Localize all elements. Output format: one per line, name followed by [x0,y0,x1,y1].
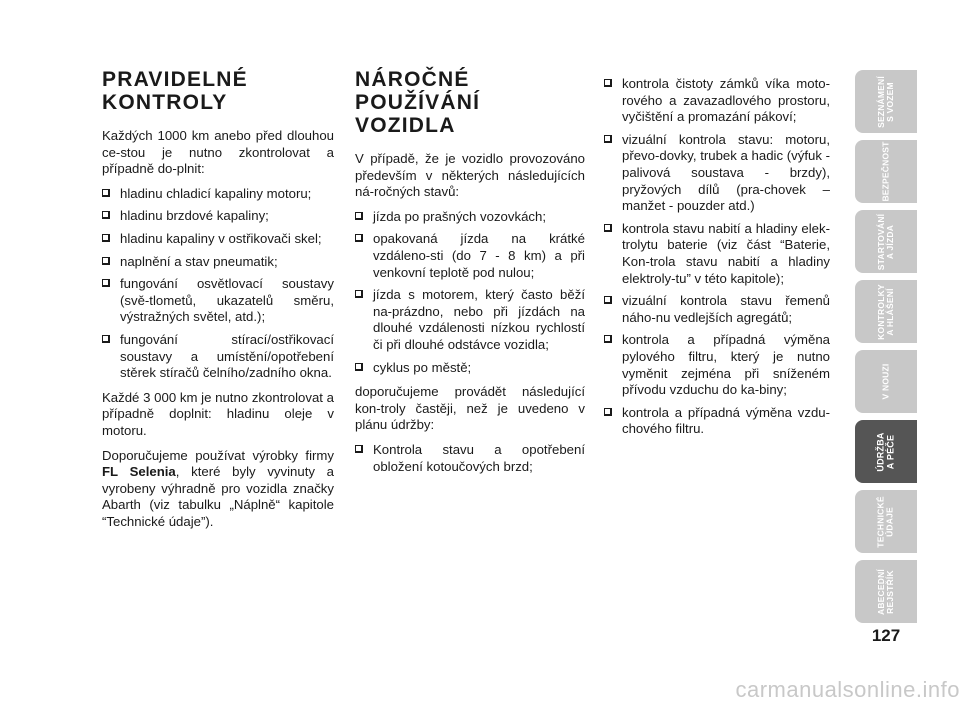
list-item: vizuální kontrola stavu řemenů náho-nu vedlejších agregátů; [604,293,830,326]
paragraph-oil-check: Každé 3 000 km je nutno zkontrolovat a případně doplnit: hladinu oleje v motoru. [102,389,334,438]
watermark: carmanualsonline.info [735,677,960,702]
list-item: jízda s motorem, který často běží na-prázdno, nebo při jízdách na dlouhé vzdálenosti nízkou rychlostí či při dlouhé odstávce vozidla; [355,287,585,353]
list-item: kontrola a případná výměna pylového filtru, který je nutno vyměnit zejména při sníženém přívodu vzduchu do ka-biny; [604,332,830,398]
checkbox-bullet-icon [355,212,363,220]
list-item: fungování stírací/ostřikovací soustavy a umístění/opotřebení stěrek stíračů čelního/zadního okna. [102,332,334,382]
checklist [355,209,585,376]
checkbox-bullet-icon [102,211,110,219]
checklist [355,442,585,475]
list-item: hladinu kapaliny v ostřikovači skel; [102,231,334,248]
list-item: opakovaná jízda na krátké vzdáleno-sti (do 7 - 8 km) a při venkovní teplotě pod nulou; [355,231,585,281]
section-title-periodic-checks: PRAVIDELNÉ KONTROLY [102,68,248,114]
list-item: Kontrola stavu a opotřebení obložení kotoučových brzd; [355,442,585,475]
checkbox-bullet-icon [604,335,612,343]
checklist [604,76,830,438]
paragraph-intro: Každých 1000 km anebo před dlouhou ce-stou je nutno zkontrolovat a případně do-plnit: [102,128,334,177]
tab-technicke-udaje[interactable]: TECHNICKÉ ÚDAJE [855,490,917,553]
tab-udrzba-a-pece[interactable]: ÚDRŽBA A PÉČE [855,420,917,483]
checkbox-bullet-icon [355,363,363,371]
checkbox-bullet-icon [102,189,110,197]
brand-name: FL Selenia [102,464,176,480]
checkbox-bullet-icon [355,234,363,242]
list-item: kontrola čistoty zámků víka moto-rového a zavazadlového prostoru, vyčištění a promazání pákoví; [604,76,830,126]
list-item: fungování osvětlovací soustavy (svě-tlometů, ukazatelů směru, výstražných světel, atd.); [102,276,334,326]
tab-abecedni-rejstrik[interactable]: ABECEDNÍ REJSTŘÍK [855,560,917,623]
paragraph-recommendation: Doporučujeme používat výrobky firmy FL Selenia, které byly vyvinuty a vyrobeny výhradně pro vozidla značky Abarth (viz tabulku „Náplně“ kapitole “Technické údaje”). [102,447,335,529]
paragraph-intro: V případě, že je vozidlo provozováno především v některých následujících ná-ročných stavů: [355,151,585,200]
paragraph-more-frequent: doporučujeme provádět následující kon-troly častěji, než je uvedeno v plánu údržby: [355,384,585,433]
checkbox-bullet-icon [604,135,612,143]
list-item: kontrola stavu nabití a hladiny elek-trolytu baterie (viz část “Baterie, Kon-trola stavu nabití a hladiny elektroly-tu” v této kapitole); [604,221,830,287]
column-continued-checks [604,76,830,446]
checklist [102,186,334,382]
tab-kontrolky-a-hlaseni[interactable]: KONTROLKY A HLÁŠENÍ [855,280,917,343]
checkbox-bullet-icon [604,296,612,304]
checkbox-bullet-icon [604,79,612,87]
tab-startovani-a-jizda[interactable]: STARTOVÁNÍ A JÍZDA [855,210,917,273]
checkbox-bullet-icon [604,224,612,232]
list-item: cyklus po městě; [355,360,585,377]
tab-v-nouzi[interactable]: V NOUZI [855,350,917,413]
checkbox-bullet-icon [604,408,612,416]
checkbox-bullet-icon [102,279,110,287]
tab-seznameni-s-vozem[interactable]: SEZNÁMENÍ S VOZEM [855,70,917,133]
page-number: 127 [871,626,901,645]
column-periodic-checks [102,68,334,538]
list-item: vizuální kontrola stavu: motoru, převo-dovky, trubek a hadic (výfuk - palivová soustava - brzdy), pryžových dílů (pra-chovek – manžet - pouzder atd.) [604,132,830,215]
list-item: hladinu chladicí kapaliny motoru; [102,186,334,203]
tab-bezpecnost[interactable]: BEZPEČNOST [855,140,917,203]
section-title-severe-use: NÁROČNÉ POUŽÍVÁNÍ VOZIDLA [355,68,481,137]
list-item: jízda po prašných vozovkách; [355,209,585,226]
list-item: hladinu brzdové kapaliny; [102,208,334,225]
chapter-tabs [855,70,917,630]
list-item: kontrola a případná výměna vzdu-chového filtru. [604,405,830,438]
checkbox-bullet-icon [355,290,363,298]
checkbox-bullet-icon [102,234,110,242]
checkbox-bullet-icon [102,335,110,343]
checkbox-bullet-icon [355,445,363,453]
column-severe-use [355,68,585,483]
checkbox-bullet-icon [102,257,110,265]
list-item: naplnění a stav pneumatik; [102,254,334,271]
